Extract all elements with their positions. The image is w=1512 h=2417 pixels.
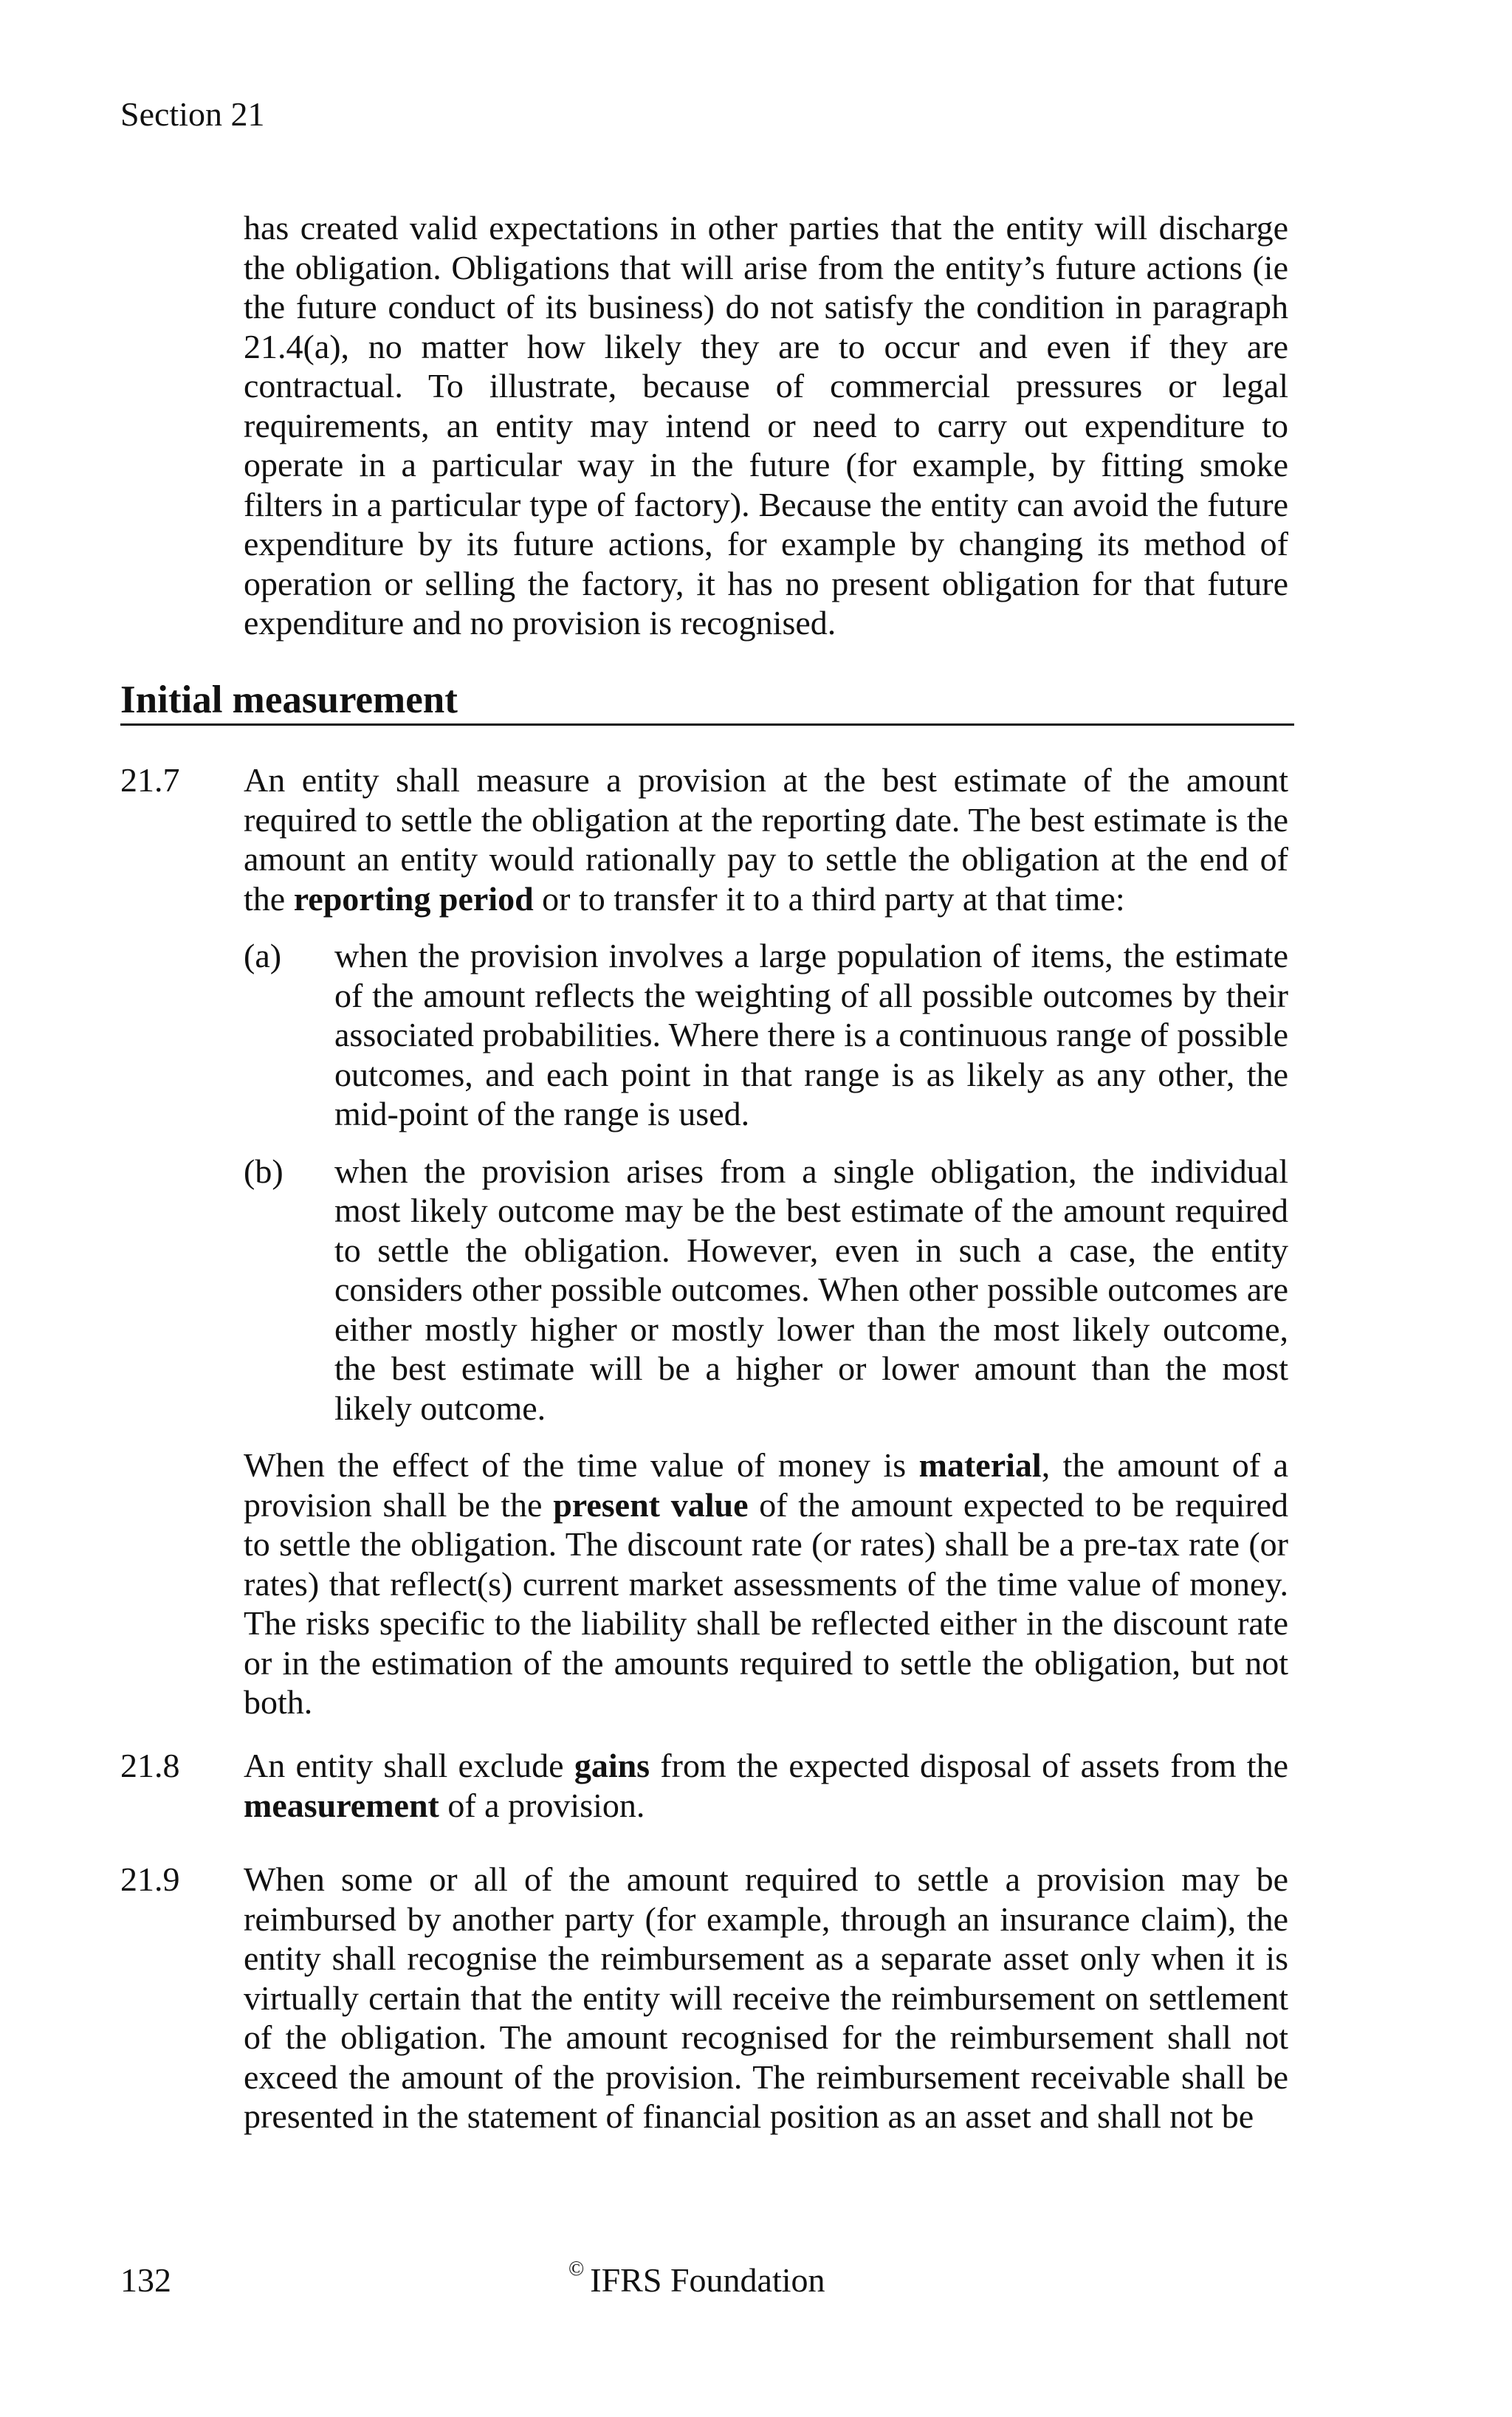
page-number: 132 bbox=[120, 2261, 171, 2299]
publisher-name: IFRS Foundation bbox=[590, 2261, 825, 2299]
list-item-text: when the provision arises from a single obligation, the individual most likely outcome may be the best estimate of the amount required to settle the obligation. However, even in such a case, the entity considers other possible outcomes. When other possible outcomes are either mostly higher or mostly lower than the most likely outcome, the best estimate will be a higher or lower amount than the most likely outcome. bbox=[334, 1152, 1288, 1427]
list-item-label: (b) bbox=[244, 1152, 284, 1190]
paragraph-number: 21.8 bbox=[120, 1747, 180, 1784]
continuation-paragraph: has created valid expectations in other parties that the entity will discharge the obligation. Obligations that will arise from the entity’s future actions (ie the future conduct of its business) do not satisfy the condition in paragraph 21.4(a), no matter how likely they are to occur and even if they are contractual. To illustrate, because of commercial pressures or legal requirements, an entity may intend or need to carry out expenditure to operate in a particular way in the future (for example, by fitting smoke filters in a particular type of factory). Because the entity can avoid the future expenditure by its future actions, for example by changing its method of operation or selling the factory, it has no present obligation for that future expenditure and no provision is recognised. bbox=[244, 209, 1288, 642]
paragraph-continuation: When the effect of the time value of money is material, the amount of a provision shall be the present value of the amount expected to be required to settle the obligation. The discount rate (or rates) shall be a pre-tax rate (or rates) that reflect(s) current market assessments of the time value of money. The risks specific to the liability shall be reflected either in the discount rate or in the estimation of the amounts required to settle the obligation, but not both. bbox=[244, 1446, 1289, 1721]
paragraph-number: 21.9 bbox=[120, 1860, 180, 1898]
defined-term: reporting period bbox=[293, 879, 534, 918]
defined-term: material bbox=[918, 1446, 1042, 1484]
section-heading: Initial measurement bbox=[120, 678, 1294, 726]
defined-term: present value bbox=[553, 1485, 749, 1524]
list-item bbox=[244, 936, 1288, 1134]
list-item-text: when the provision involves a large population of items, the estimate of the amount reflects the weighting of all possible outcomes by their associated probabilities. Where there is a continuous range of possible outcomes, and each point in that range is as likely as any other, the mid-point of the range is used. bbox=[334, 937, 1288, 1132]
paragraph-number: 21.7 bbox=[120, 761, 180, 799]
list-item bbox=[244, 1152, 1288, 1428]
paragraph-21-8 bbox=[120, 1746, 1294, 1825]
list-item-label: (a) bbox=[244, 937, 282, 974]
defined-term: measurement bbox=[244, 1786, 439, 1824]
defined-term: gains bbox=[574, 1747, 650, 1784]
running-head: Section 21 bbox=[120, 95, 265, 133]
paragraph-intro: An entity shall measure a provision at the best estimate of the amount required to settle the obligation at the reporting date. The best estimate is the amount an entity would rationally pay to settle the obligation at the end of the reporting period or to transfer it to a third party at that time: bbox=[244, 761, 1288, 918]
paragraph-21-7 bbox=[120, 760, 1294, 1722]
paragraph-21-9 bbox=[120, 1860, 1294, 2136]
copyright-symbol: © bbox=[568, 2258, 585, 2280]
paragraph-text: When some or all of the amount required to settle a provision may be reimbursed by another party (for example, through an insurance claim), the entity shall recognise the reimbursement as a separate asset only when it is virtually certain that the entity will receive the reimbursement on settlement of the obligation. The amount recognised for the reimbursement shall not exceed the amount of the provision. The reimbursement receivable shall be presented in the statement of financial position as an asset and shall not be bbox=[244, 1860, 1288, 2135]
paragraph-text: An entity shall exclude gains from the expected disposal of assets from the measurement of a provision. bbox=[244, 1747, 1289, 1824]
footer-copyright bbox=[568, 2260, 825, 2300]
